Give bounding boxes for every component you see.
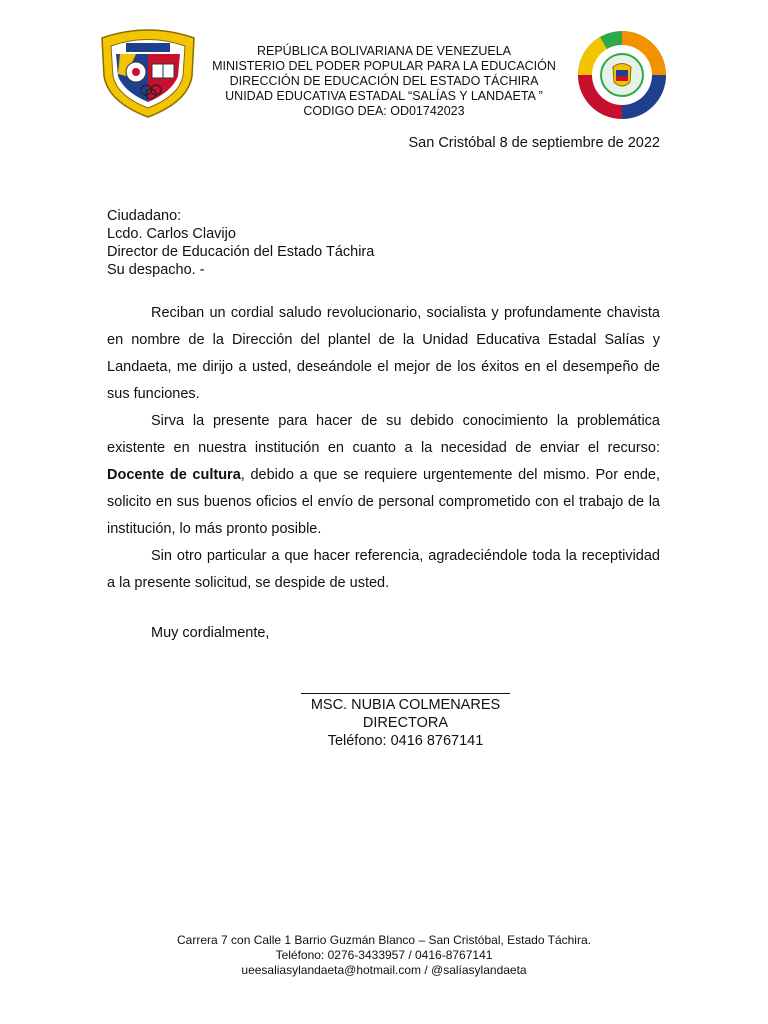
recipient-block bbox=[107, 207, 374, 279]
letterhead bbox=[190, 44, 578, 119]
signature-block bbox=[298, 681, 513, 750]
body-paragraph-farewell: Sin otro particular a que hacer referencia, agradeciéndole toda la receptividad a la presente solicitud, se despide de usted. bbox=[107, 548, 660, 591]
closing-phrase: Muy cordialmente, bbox=[151, 625, 270, 641]
requested-resource: Docente de cultura bbox=[107, 467, 241, 483]
school-shield-logo bbox=[96, 24, 200, 120]
signer-title: DIRECTORA bbox=[362, 715, 449, 731]
page-footer bbox=[120, 933, 648, 978]
body-paragraph-request bbox=[107, 408, 660, 543]
education-directorate-seal bbox=[567, 30, 677, 120]
request-text-end: , debido a que se requiere urgentemente del mismo. Por ende, solicito en sus buenos oficios el envío de personal comprometido con el trabajo de la institución, lo más pronto posible. bbox=[107, 467, 661, 537]
recipient-name: Lcdo. Carlos Clavijo bbox=[107, 226, 236, 242]
letterhead-country: REPÚBLICA BOLIVARIANA DE VENEZUELA bbox=[256, 44, 512, 58]
request-text-start: Sirva la presente para hacer de su debido conocimiento la problemática existente en nuestra institución en cuanto a la necesidad de enviar el recurso: bbox=[107, 413, 660, 456]
letterhead-directorate: DIRECCIÓN DE EDUCACIÓN DEL ESTADO TÁCHIRA bbox=[229, 74, 539, 88]
recipient-title: Director de Educación del Estado Táchira bbox=[107, 244, 375, 260]
letterhead-dea-code: CODIGO DEA: OD01742023 bbox=[303, 104, 465, 118]
body-paragraph-greeting: Reciban un cordial saludo revolucionario, socialista y profundamente chavista en nombre de la Dirección del plantel de la Unidad Educativa Estadal Salías y Landaeta, me dirijo a usted, deseándole el mejor de los éxitos en el desempeño de sus funciones. bbox=[107, 305, 660, 402]
signer-name: MSC. NUBIA COLMENARES bbox=[310, 697, 501, 713]
footer-contact: ueesaliasylandaeta@hotmail.com / @salíasylandaeta bbox=[241, 963, 527, 977]
signature-line bbox=[301, 693, 510, 694]
letterhead-school: UNIDAD EDUCATIVA ESTADAL “SALÍAS Y LANDAETA ” bbox=[225, 89, 543, 103]
letter-date: San Cristóbal 8 de septiembre de 2022 bbox=[408, 135, 660, 151]
footer-address: Carrera 7 con Calle 1 Barrio Guzmán Blanco – San Cristóbal, Estado Táchira. bbox=[177, 933, 591, 947]
recipient-salutation: Ciudadano: bbox=[107, 208, 182, 224]
signer-phone: Teléfono: 0416 8767141 bbox=[327, 733, 484, 749]
footer-phones: Teléfono: 0276-3433957 / 0416-8767141 bbox=[275, 948, 493, 962]
recipient-office: Su despacho. - bbox=[107, 262, 205, 278]
letterhead-ministry: MINISTERIO DEL PODER POPULAR PARA LA EDUCACIÓN bbox=[212, 59, 556, 73]
letter-body bbox=[107, 300, 660, 597]
